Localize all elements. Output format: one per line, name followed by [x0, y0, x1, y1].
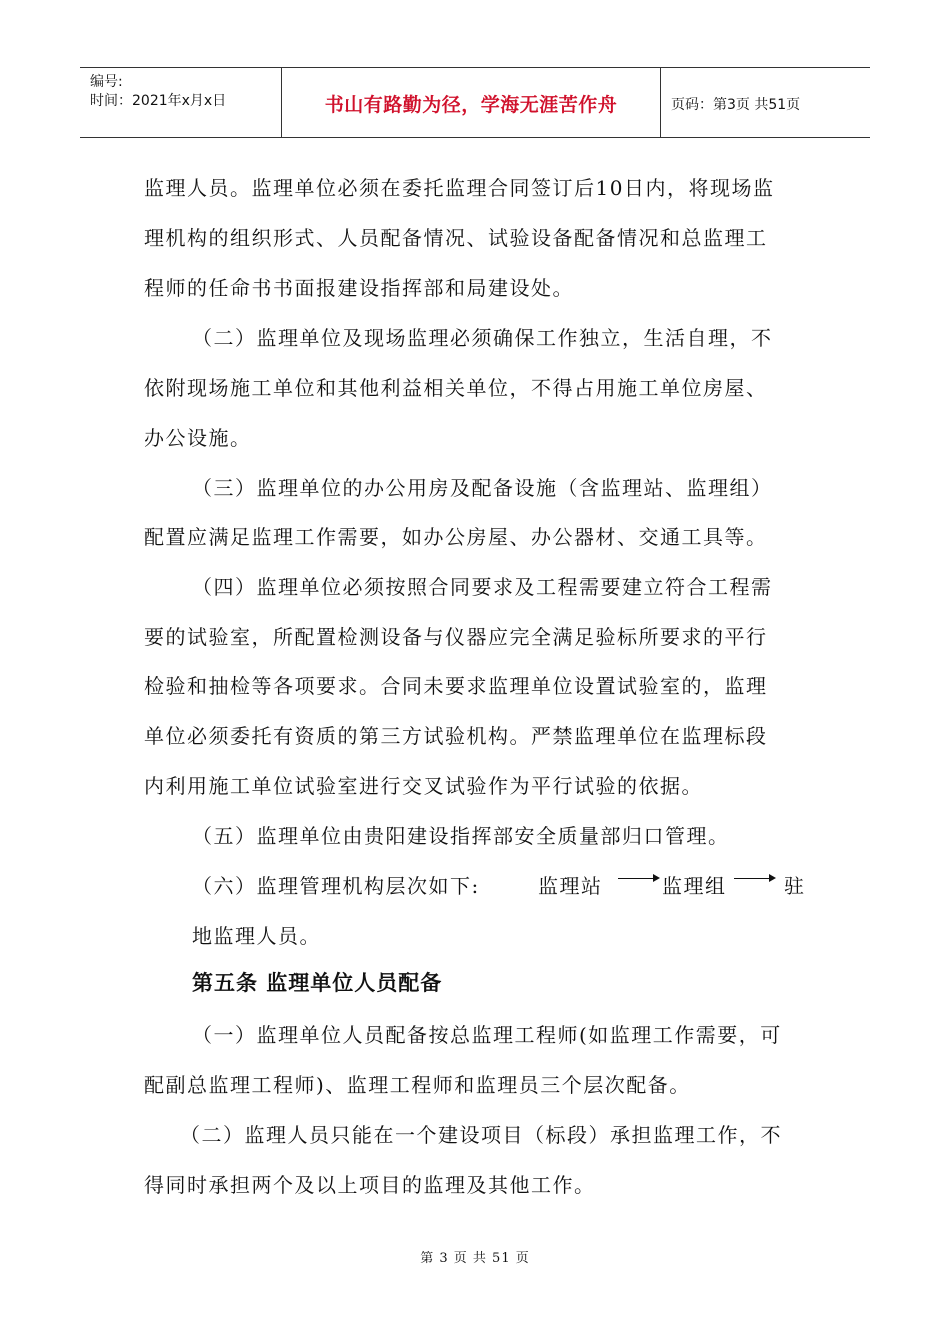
paragraph-line: 依附现场施工单位和其他利益相关单位，不得占用施工单位房屋、 [144, 376, 768, 400]
paragraph-line: （一）监理单位人员配备按总监理工程师(如监理工作需要，可 [192, 1023, 782, 1047]
section-heading: 第五条 监理单位人员配备 [192, 971, 443, 995]
paragraph-line: 程师的任命书书面报建设指挥部和局建设处。 [144, 276, 574, 300]
document-date: 时间：2021年x月x日 [90, 93, 227, 109]
paragraph-line: （四）监理单位必须按照合同要求及工程需要建立符合工程需 [192, 575, 773, 599]
paragraph-line: 办公设施。 [144, 426, 252, 450]
paragraph-line: （三）监理单位的办公用房及配备设施（含监理站、监理组） [192, 476, 773, 500]
paragraph-line: （二）监理人员只能在一个建设项目（标段）承担监理工作，不 [180, 1123, 782, 1147]
header-page-cell [661, 68, 870, 137]
paragraph-line: 理机构的组织形式、人员配备情况、试验设备配备情况和总监理工 [144, 226, 768, 250]
flow-step-station: 监理站 [538, 874, 603, 898]
page-indicator: 页码：第3页 共51页 [671, 97, 801, 113]
arrow-right-icon [734, 878, 774, 879]
motto-text: 书山有路勤为径，学海无涯苦作舟 [324, 94, 618, 116]
page-footer: 第 3 页 共 51 页 [420, 1251, 530, 1266]
header-table [80, 67, 870, 138]
paragraph-line: 得同时承担两个及以上项目的监理及其他工作。 [144, 1173, 596, 1197]
paragraph-line: 内利用施工单位试验室进行交叉试验作为平行试验的依据。 [144, 774, 703, 798]
flow-step-resident: 驻 [784, 874, 806, 898]
arrow-right-icon [618, 878, 658, 879]
header-info-cell [80, 68, 282, 137]
paragraph-line: 要的试验室，所配置检测设备与仪器应完全满足验标所要求的平行 [144, 625, 768, 649]
paragraph-line: 配副总监理工程师)、监理工程师和监理员三个层次配备。 [144, 1073, 691, 1097]
paragraph-line: 配置应满足监理工作需要，如办公房屋、办公器材、交通工具等。 [144, 525, 768, 549]
paragraph-line: 单位必须委托有资质的第三方试验机构。严禁监理单位在监理标段 [144, 724, 768, 748]
paragraph-line: （二）监理单位及现场监理必须确保工作独立，生活自理，不 [192, 326, 773, 350]
flow-step-group: 监理组 [662, 874, 727, 898]
header-motto-cell [282, 68, 661, 137]
paragraph-line: （五）监理单位由贵阳建设指挥部安全质量部归口管理。 [192, 824, 730, 848]
flow-intro: （六）监理管理机构层次如下: [192, 874, 480, 898]
paragraph-line: 地监理人员。 [192, 924, 321, 948]
document-number: 编号: [90, 74, 123, 90]
paragraph-line: 监理人员。监理单位必须在委托监理合同签订后10日内，将现场监 [144, 176, 775, 200]
paragraph-line: 检验和抽检等各项要求。合同未要求监理单位设置试验室的，监理 [144, 674, 768, 698]
